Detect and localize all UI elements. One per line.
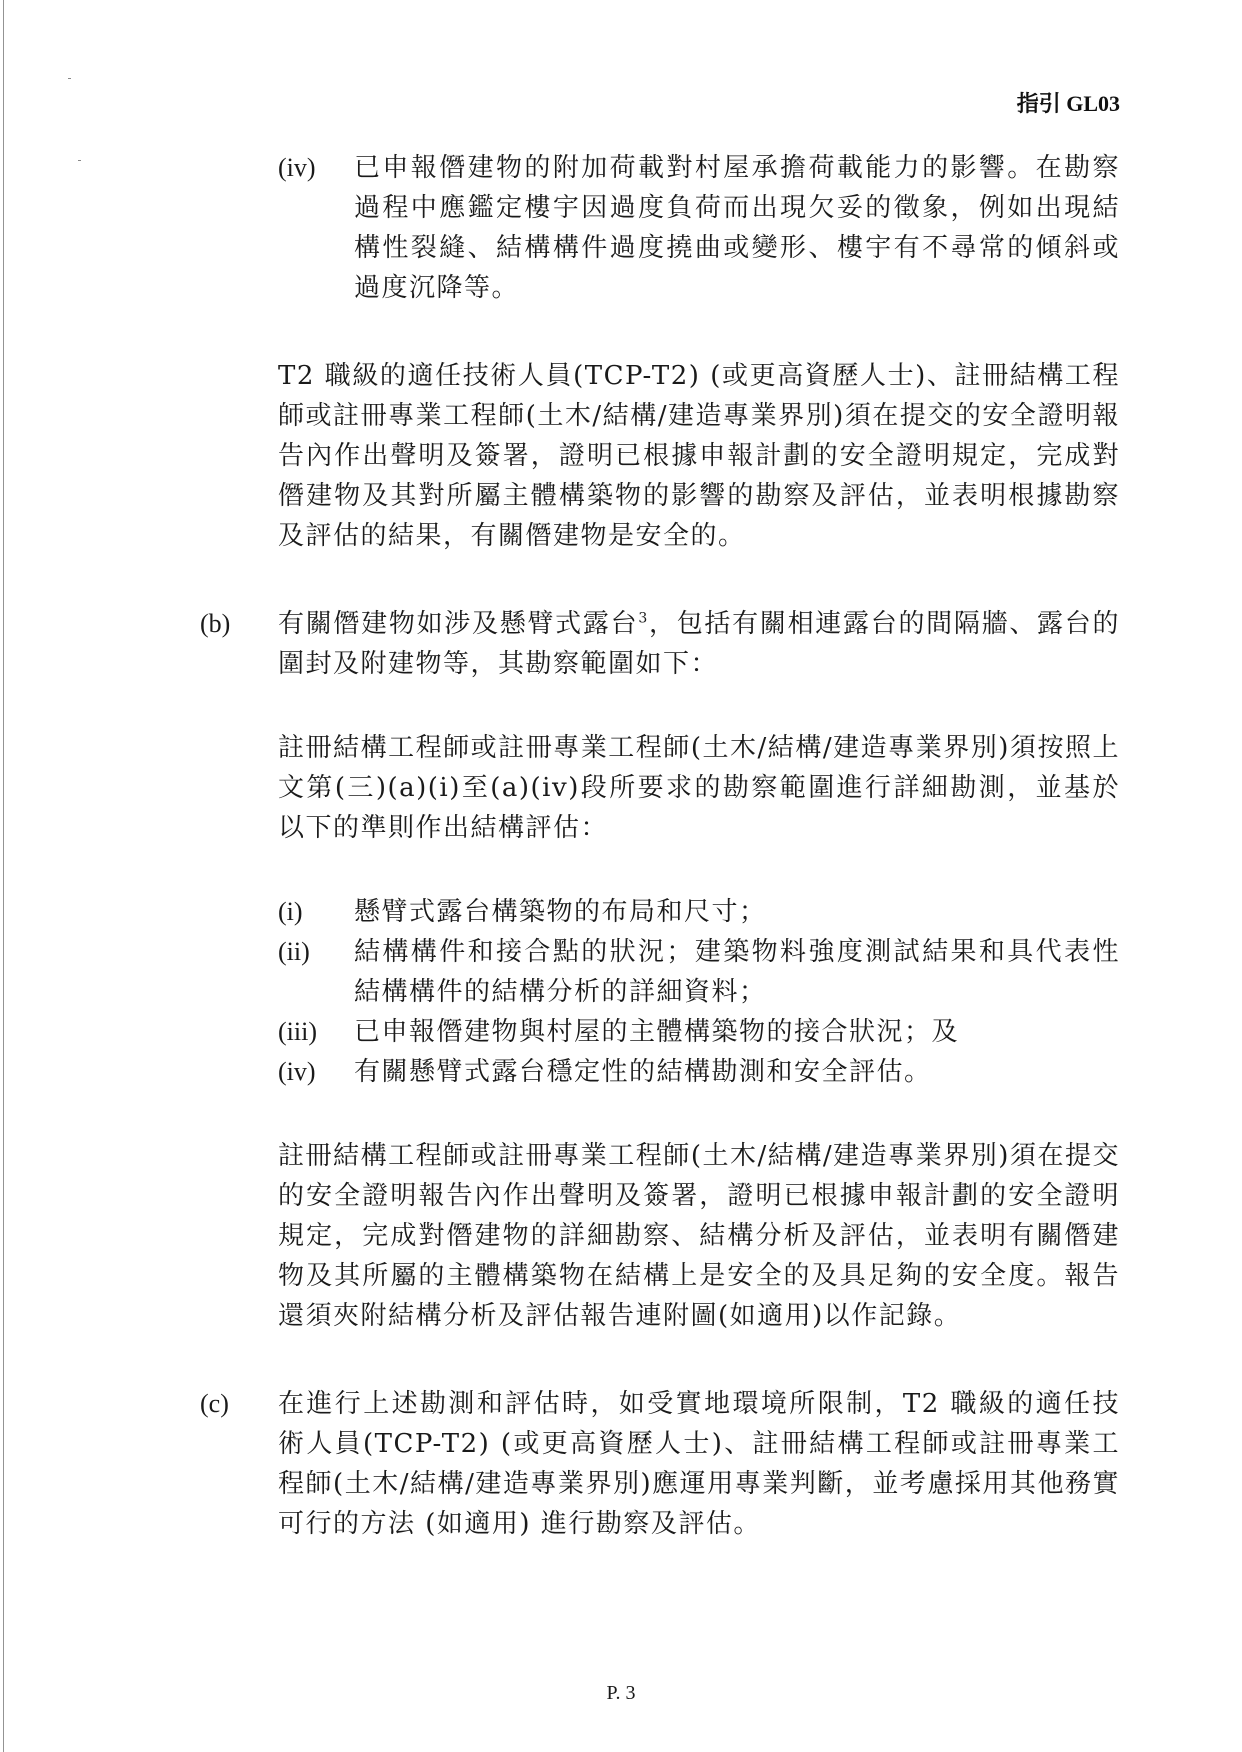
section-c-text: 在進行上述勘測和評估時，如受實地環境所限制，T2 職級的適任技術人員(TCP-T2) (或更高資歷人士)、註冊結構工程師或註冊專業工程師(土木/結構/建造專業界別)應運用專業判斷，並考慮採用其他務實可行的方法 (如適用) 進行勘察及評估。 (278, 1389, 1120, 1539)
item-number: (iv) (278, 153, 316, 182)
page-content (200, 148, 1120, 1544)
scan-edge-line (3, 0, 4, 1752)
section-a-declaration: T2 職級的適任技術人員(TCP-T2) (或更高資歷人士)、註冊結構工程師或註冊專業工程師(土木/結構/建造專業界別)須在提交的安全證明報告內作出聲明及簽署，證明已根據申報計劃的安全證明規定，完成對僭建物及其對所屬主體構築物的影響的勘察及評估，並表明根據勘察及評估的結果，有關僭建物是安全的。 (278, 361, 1120, 551)
section-label: (c) (200, 1389, 229, 1418)
item-text: 有關懸臂式露台穩定性的結構勘測和安全評估。 (354, 1057, 932, 1087)
list-item (278, 892, 1120, 932)
item-text: 已申報僭建物的附加荷載對村屋承擔荷載能力的影響。在勘察過程中應鑑定樓宇因過度負荷而出現欠妥的徵象，例如出現結構性裂縫、結構構件過度撓曲或變形、樓宇有不尋常的傾斜或過度沉降等。 (354, 153, 1120, 303)
section-body (278, 1384, 1120, 1544)
section-b-intro-text: 有關僭建物如涉及懸臂式露台 (278, 609, 639, 639)
list-item (278, 1052, 1120, 1092)
item-number: (i) (278, 897, 303, 926)
item-text: 已申報僭建物與村屋的主體構築物的接合狀況；及 (354, 1017, 960, 1047)
section-a-tail (200, 148, 1120, 556)
item-text: 結構構件和接合點的狀況；建築物料強度測試結果和具代表性結構構件的結構分析的詳細資料； (354, 937, 1120, 1007)
footnote-ref: 3 (638, 610, 649, 627)
section-b-intro-cont: ，包括有關相連露台的間隔牆、露台的圍封及附建物等，其勘察範圍如下： (278, 609, 1120, 679)
item-number: (iii) (278, 1017, 317, 1046)
list-item (278, 932, 1120, 1012)
section-b (200, 604, 1120, 1336)
section-c (200, 1384, 1120, 1544)
section-b-requirement: 註冊結構工程師或註冊專業工程師(土木/結構/建造專業界別)須按照上文第(三)(a)(i)至(a)(iv)段所要求的勘察範圍進行詳細勘測，並基於以下的準則作出結構評估： (278, 733, 1120, 843)
item-number: (iv) (278, 1057, 316, 1086)
section-body (278, 604, 1120, 1336)
list-item (278, 148, 1120, 308)
scan-speck (68, 78, 71, 79)
list-item (278, 1012, 1120, 1052)
section-label: (b) (200, 609, 231, 638)
section-b-intro (278, 604, 1120, 684)
item-text: 懸臂式露台構築物的布局和尺寸； (354, 897, 767, 927)
scan-speck (78, 160, 81, 161)
criteria-list (278, 892, 1120, 1092)
guideline-code: 指引 GL03 (1016, 91, 1120, 116)
page-number: P. 3 (606, 1682, 636, 1704)
section-b-declaration: 註冊結構工程師或註冊專業工程師(土木/結構/建造專業界別)須在提交的安全證明報告內作出聲明及簽署，證明已根據申報計劃的安全證明規定，完成對僭建物的詳細勘察、結構分析及評估，並表明有關僭建物及其所屬的主體構築物在結構上是安全的及具足夠的安全度。報告還須夾附結構分析及評估報告連附圖(如適用)以作記錄。 (278, 1141, 1120, 1331)
item-number: (ii) (278, 937, 310, 966)
